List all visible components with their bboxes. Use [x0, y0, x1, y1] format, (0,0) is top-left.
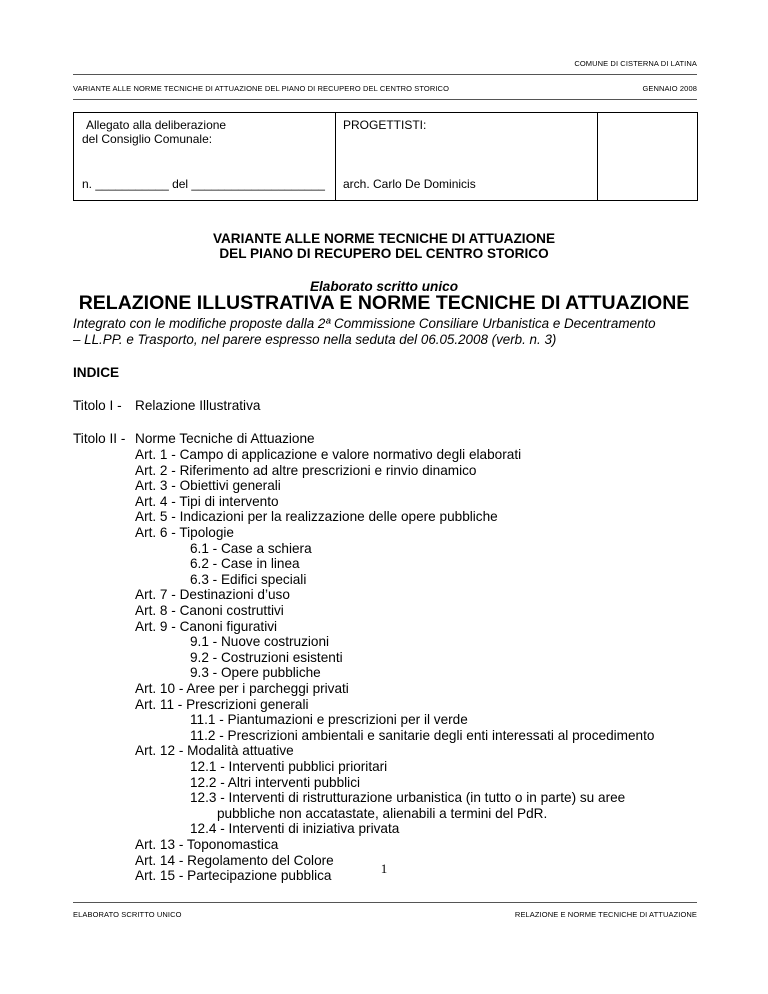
index-subsection: 11.2 - Prescrizioni ambientali e sanitarie degli enti interessati al procedimento — [190, 727, 655, 743]
index-article: Art. 1 - Campo di applicazione e valore normativo degli elaborati — [135, 447, 522, 462]
index-article: Art. 8 - Canoni costruttivi — [135, 603, 284, 618]
titolo1-label: Titolo I - — [73, 398, 122, 413]
index-article: Art. 4 - Tipi di intervento — [135, 493, 279, 509]
deliberation-table — [73, 112, 698, 201]
index-article: Art. 3 - Obiettivi generali — [135, 478, 281, 494]
index-article: Art. 10 - Aree per i parcheggi privati — [135, 681, 349, 696]
index-article: Art. 15 - Partecipazione pubblica — [135, 868, 332, 884]
allegato-cell — [74, 113, 336, 201]
header-document-subject: VARIANTE ALLE NORME TECNICHE DI ATTUAZIONE DEL PIANO DI RECUPERO DEL CENTRO STORICO — [73, 84, 450, 93]
index-subsection: 6.3 - Edifici speciali — [190, 571, 307, 587]
index-subsection: 12.2 - Altri interventi pubblici — [190, 774, 361, 790]
titolo2-text: Norme Tecniche di Attuazione — [135, 431, 315, 446]
index-subsection: 11.1 - Piantumazioni e prescrizioni per il verde — [190, 712, 468, 728]
footer-right: RELAZIONE E NORME TECNICHE DI ATTUAZIONE — [514, 910, 697, 919]
index-heading: INDICE — [73, 365, 120, 380]
document-subtitle: Elaborato scritto unico — [309, 279, 459, 294]
index-subsection: 6.2 - Case in linea — [190, 556, 300, 572]
index-subsection: 12.1 - Interventi pubblici prioritari — [190, 759, 388, 774]
header-municipality: COMUNE DI CISTERNA DI LATINA — [574, 59, 697, 68]
index-article: Art. 7 - Destinazioni d’uso — [135, 587, 290, 603]
title-line1: VARIANTE ALLE NORME TECNICHE DI ATTUAZIONE — [212, 231, 556, 246]
index-article: Art. 14 - Regolamento del Colore — [135, 852, 334, 868]
empty-cell — [598, 113, 698, 201]
titolo2-label: Titolo II - — [73, 431, 126, 446]
progettisti-cell — [336, 113, 598, 201]
header-date: GENNAIO 2008 — [642, 84, 697, 93]
header-rule-bottom — [73, 99, 697, 100]
index-article: Art. 2 - Riferimento ad altre prescrizioni e rinvio dinamico — [135, 462, 477, 478]
index-subsection: 12.3 - Interventi di ristrutturazione urbanistica (in tutto o in parte) su aree — [190, 790, 626, 806]
architect-name: arch. Carlo De Dominicis — [343, 177, 476, 191]
title-line2: DEL PIANO DI RECUPERO DEL CENTRO STORICO — [219, 246, 549, 261]
index-subsection: 6.1 - Case a schiera — [190, 540, 312, 556]
footer-rule — [73, 902, 697, 903]
allegato-line2: del Consiglio Comunale: — [82, 132, 213, 146]
index-subsection: 12.4 - Interventi di iniziativa privata — [190, 821, 400, 837]
index-article: Art. 12 - Modalità attuative — [135, 743, 294, 759]
index-article: Art. 5 - Indicazioni per la realizzazione delle opere pubbliche — [135, 509, 498, 525]
page-number: 1 — [380, 861, 388, 876]
amendment-note-line2: – LL.PP. e Trasporto, nel parere espresso nella seduta del 06.05.2008 (verb. n. 3) — [73, 332, 557, 347]
document-main-title: RELAZIONE ILLUSTRATIVA E NORME TECNICHE DI ATTUAZIONE — [78, 292, 690, 314]
allegato-line1: Allegato alla deliberazione — [86, 118, 227, 132]
deliberation-number-line: n. ___________ del ____________________ — [82, 177, 325, 191]
index-subsection: 9.2 - Costruzioni esistenti — [190, 649, 343, 665]
index-subsection: 9.3 - Opere pubbliche — [190, 665, 321, 681]
index-article: Art. 9 - Canoni figurativi — [135, 618, 278, 634]
footer-left: ELABORATO SCRITTO UNICO — [73, 910, 182, 919]
index-subsection: pubbliche non accatastate, alienabili a termini del PdR. — [217, 805, 548, 821]
progettisti-label: PROGETTISTI: — [343, 118, 427, 132]
index-article: Art. 11 - Prescrizioni generali — [135, 696, 309, 712]
header-rule-top — [73, 74, 697, 75]
index-subsection: 9.1 - Nuove costruzioni — [190, 634, 330, 650]
amendment-note-line1: Integrato con le modifiche proposte dalla 2ª Commissione Consiliare Urbanistica e Decentramento — [73, 316, 656, 331]
index-article: Art. 6 - Tipologie — [135, 525, 234, 540]
titolo1-text: Relazione Illustrativa — [135, 398, 261, 413]
index-article: Art. 13 - Toponomastica — [135, 837, 279, 852]
